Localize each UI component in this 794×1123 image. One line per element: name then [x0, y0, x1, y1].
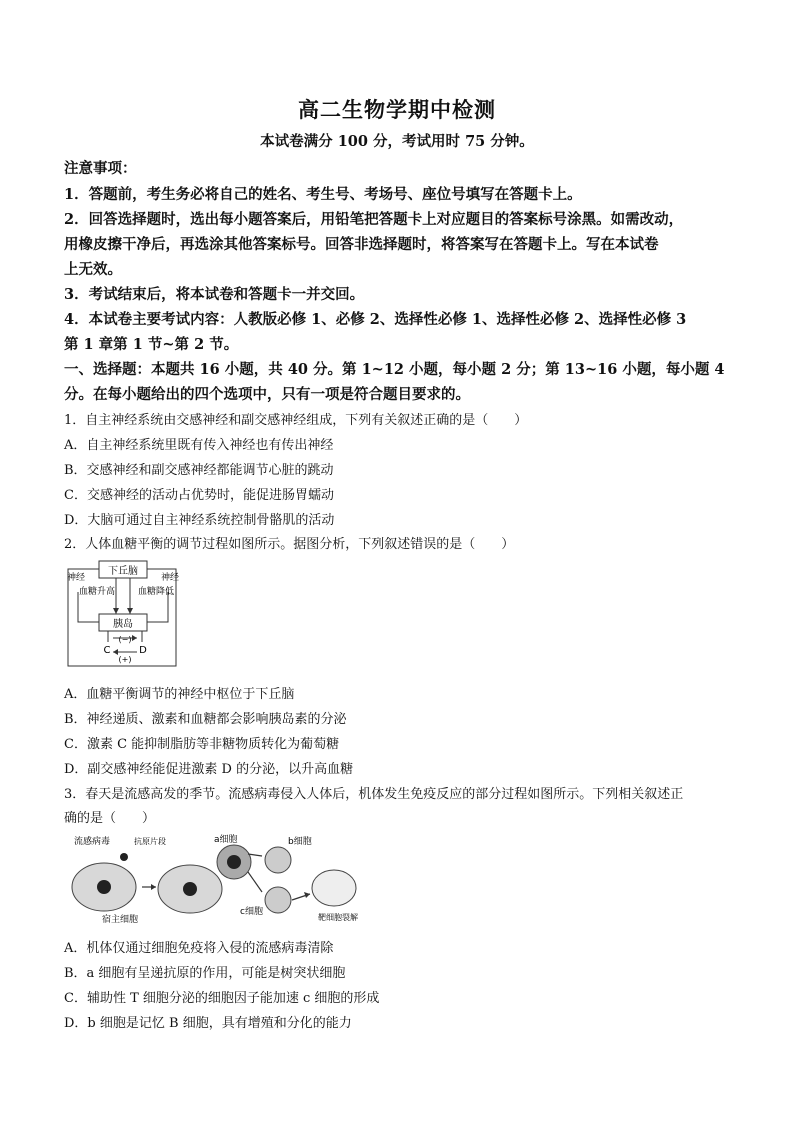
c-cell [265, 887, 291, 913]
sugar-up-label: 血糖升高 [78, 587, 116, 597]
antigen-label: 抗原片段 [134, 837, 166, 846]
note-line: 第 1 章第 1 节~第 2 节。 [64, 336, 239, 353]
virus-label: 流感病毒 [74, 837, 111, 847]
c-cell-label: c细胞 [240, 907, 263, 917]
blood-glucose-diagram [64, 560, 184, 670]
q2-option-c: C．激素 C 能抑制脂肪等非糖物质转化为葡萄糖 [64, 737, 340, 752]
q2-option-a: A．血糖平衡调节的神经中枢位于下丘脑 [64, 687, 295, 702]
q2-option-b: B．神经递质、激素和血糖都会影响胰岛素的分泌 [64, 712, 347, 727]
note-line: 1．答题前，考生务必将自己的姓名、考生号、考场号、座位号填写在答题卡上。 [64, 186, 582, 203]
hypothalamus-label: 下丘脑 [108, 566, 138, 577]
note-line: 上无效。 [64, 261, 122, 278]
target-lysis-label: 靶细胞裂解 [318, 913, 358, 922]
q1-option-b: B．交感神经和副交感神经都能调节心脏的跳动 [64, 463, 334, 478]
hormone-c-label: C [103, 645, 111, 656]
b-cell-label: b细胞 [288, 837, 312, 847]
islet-label: 胰岛 [113, 619, 133, 630]
nerve-left-label: 神经 [66, 573, 86, 583]
q3-option-a: A．机体仅通过细胞免疫将入侵的流感病毒清除 [64, 941, 334, 956]
q2-option-d: D．副交感神经能促进激素 D 的分泌，以升高血糖 [64, 762, 354, 777]
exam-info: 本试卷满分 100 分，考试用时 75 分钟。 [260, 133, 534, 150]
q1-option-d: D．大脑可通过自主神经系统控制骨骼肌的活动 [64, 513, 335, 528]
note-line: 用橡皮擦干净后，再选涂其他答案标号。回答非选择题时，将答案写在答题卡上。写在本试卷 [64, 236, 659, 253]
immune-response-diagram [64, 832, 384, 927]
question-3-stem: 确的是（ ） [64, 811, 156, 826]
sugar-down-label: 血糖降低 [137, 587, 175, 597]
notes-heading: 注意事项： [64, 160, 137, 177]
q3-option-c: C．辅助性 T 细胞分泌的细胞因子能加速 c 细胞的形成 [64, 991, 380, 1006]
section-heading: 一、选择题：本题共 16 小题，共 40 分。第 1~12 小题，每小题 2 分；第 13~16 小题，每小题 4 [64, 361, 725, 378]
note-line: 4．本试卷主要考试内容：人教版必修 1、必修 2、选择性必修 1、选择性必修 2、选择性必修 3 [64, 311, 687, 328]
note-line: 2．回答选择题时，选出每小题答案后，用铅笔把答题卡上对应题目的答案标号涂黑。如需改动， [64, 211, 684, 228]
q1-option-c: C．交感神经的活动占优势时，能促进肠胃蠕动 [64, 488, 334, 503]
virus-icon [120, 853, 128, 861]
question-1-stem: 1．自主神经系统由交感神经和副交感神经组成，下列有关叙述正确的是（ ） [64, 413, 528, 428]
host-cell-label: 宿主细胞 [102, 915, 139, 925]
q3-option-d: D．b 细胞是记忆 B 细胞，具有增殖和分化的能力 [64, 1016, 352, 1031]
note-line: 3．考试结束后，将本试卷和答题卡一并交回。 [64, 286, 365, 303]
inhibit-label: (−) [118, 635, 132, 644]
nerve-right-label: 神经 [160, 573, 180, 583]
hormone-d-label: D [139, 645, 147, 656]
q3-option-b: B．a 细胞有呈递抗原的作用，可能是树突状细胞 [64, 966, 346, 981]
a-cell-label: a细胞 [214, 835, 238, 845]
q1-option-a: A．自主神经系统里既有传入神经也有传出神经 [64, 438, 334, 453]
page-title: 高二生物学期中检测 [298, 97, 496, 122]
section-heading: 分。在每小题给出的四个选项中，只有一项是符合题目要求的。 [64, 386, 470, 403]
promote-label: (+) [118, 655, 132, 664]
question-2-stem: 2．人体血糖平衡的调节过程如图所示。据图分析，下列叙述错误的是（ ） [64, 537, 515, 552]
target-cell [312, 870, 356, 906]
b-cell [265, 847, 291, 873]
question-3-stem: 3．春天是流感高发的季节。流感病毒侵入人体后，机体发生免疫反应的部分过程如图所示。下列相关叙述正 [64, 787, 684, 802]
